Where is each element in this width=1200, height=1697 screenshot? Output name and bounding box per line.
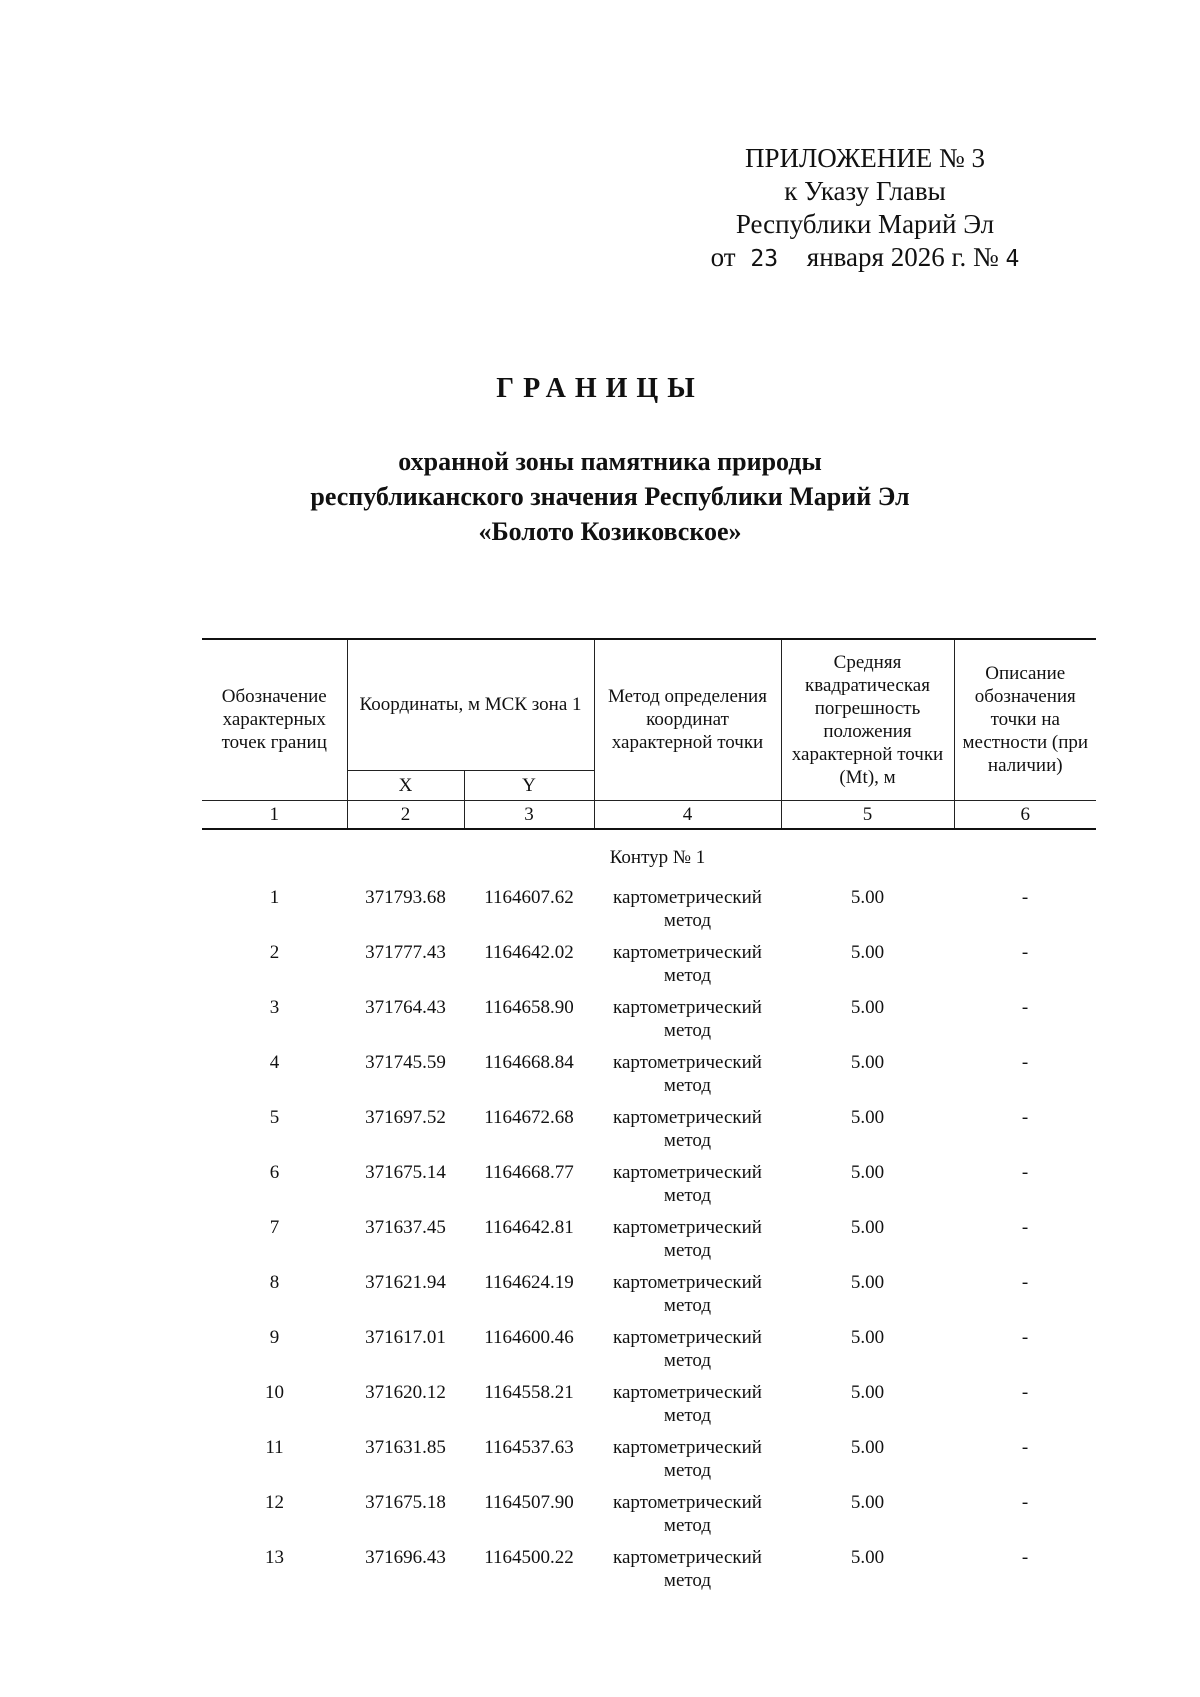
subtitle-line: республиканского значения Республики Марий Эл [310,482,910,511]
coord-x: 371697.52 [365,1107,446,1128]
point-number: 2 [269,942,280,963]
coord-x: 371675.14 [365,1162,446,1183]
point-number: 7 [269,1217,280,1238]
point-number: 10 [265,1382,284,1403]
column-number: 5 [781,800,954,829]
error-cell: 5.00 [850,942,885,963]
coord-x: 371617.01 [365,1327,446,1348]
header-coordinates: Координаты, м МСК зона 1 [347,639,594,770]
table-row [202,1436,1096,1491]
coord-x: 371620.12 [365,1382,446,1403]
subtitle-line: охранной зоны памятника природы [398,447,822,476]
column-number: 4 [594,800,781,829]
table-row [202,1491,1096,1546]
coord-x: 371621.94 [365,1272,446,1293]
coord-x: 371637.45 [365,1217,446,1238]
coord-y: 1164668.84 [484,1052,574,1073]
method-cell: картометрический метод [613,887,762,931]
coord-x: 371745.59 [365,1052,446,1073]
coord-x: 371764.43 [365,997,446,1018]
header-error: Средняя квадратическая погрешность положения характерной точки (Mt), м [781,639,954,800]
table-row [202,996,1096,1051]
method-cell: картометрический метод [613,1217,762,1261]
coord-x: 371793.68 [365,887,446,908]
table-row [202,1381,1096,1436]
method-cell: картометрический метод [613,1327,762,1371]
point-number: 13 [265,1547,284,1568]
coord-y: 1164668.77 [484,1162,574,1183]
description-cell: - [1021,1437,1029,1458]
column-number: 2 [347,800,464,829]
description-cell: - [1021,1492,1029,1513]
method-cell: картометрический метод [613,997,762,1041]
page-title: ГРАНИЦЫ [496,373,704,404]
subtitle [300,444,920,549]
column-number: 6 [954,800,1096,829]
method-cell: картометрический метод [613,1437,762,1481]
table-row [202,941,1096,996]
coord-y: 1164558.21 [484,1382,574,1403]
point-number: 4 [269,1052,280,1073]
point-number: 11 [265,1437,284,1458]
table-body [202,886,1096,1601]
date-prefix: от [710,242,736,272]
method-cell: картометрический метод [613,1547,762,1591]
method-cell: картометрический метод [613,1272,762,1316]
description-cell: - [1021,1217,1029,1238]
coord-y: 1164600.46 [484,1327,574,1348]
annex-header [700,142,1030,276]
coord-x: 371631.85 [365,1437,446,1458]
column-number: 3 [464,800,594,829]
coord-y: 1164500.22 [484,1547,574,1568]
header-description: Описание обозначения точки на местности (при наличии) [954,639,1096,800]
description-cell: - [1021,1547,1029,1568]
error-cell: 5.00 [850,1492,885,1513]
table-row [202,1106,1096,1161]
coord-y: 1164642.81 [484,1217,574,1238]
description-cell: - [1021,942,1029,963]
column-number: 1 [202,800,347,829]
contour-label: Контур № 1 [609,847,706,868]
date-day: 23 [750,246,779,272]
error-cell: 5.00 [850,1107,885,1128]
annex-authority: Республики Марий Эл [735,209,995,239]
coord-y: 1164658.90 [484,997,574,1018]
description-cell: - [1021,1272,1029,1293]
header-designation: Обозначение характерных точек границ [202,639,347,800]
description-cell: - [1021,1382,1029,1403]
coord-y: 1164507.90 [484,1492,574,1513]
table-row [202,1271,1096,1326]
header-x: X [347,770,464,800]
error-cell: 5.00 [850,1547,885,1568]
error-cell: 5.00 [850,1272,885,1293]
error-cell: 5.00 [850,1052,885,1073]
method-cell: картометрический метод [613,1052,762,1096]
point-number: 5 [269,1107,280,1128]
annex-ref: к Указу Главы [784,176,946,206]
method-cell: картометрический метод [613,1107,762,1151]
error-cell: 5.00 [850,997,885,1018]
boundary-table-header [202,638,1096,830]
table-row [202,1546,1096,1601]
point-number: 1 [269,887,280,908]
error-cell: 5.00 [850,1382,885,1403]
coord-y: 1164624.19 [484,1272,574,1293]
method-cell: картометрический метод [613,942,762,986]
annex-date [700,241,1030,276]
table-row [202,1326,1096,1381]
point-number: 3 [269,997,280,1018]
date-rest: января 2026 г. № [806,242,999,272]
error-cell: 5.00 [850,1437,885,1458]
coord-x: 371696.43 [365,1547,446,1568]
header-method: Метод определения координат характерной точки [594,639,781,800]
description-cell: - [1021,1107,1029,1128]
description-cell: - [1021,997,1029,1018]
table-row [202,1161,1096,1216]
method-cell: картометрический метод [613,1492,762,1536]
coord-x: 371675.18 [365,1492,446,1513]
error-cell: 5.00 [850,887,885,908]
table-row [202,1051,1096,1106]
description-cell: - [1021,1327,1029,1348]
error-cell: 5.00 [850,1217,885,1238]
point-number: 9 [269,1327,280,1348]
annex-number: ПРИЛОЖЕНИЕ № 3 [744,143,986,173]
description-cell: - [1021,887,1029,908]
coord-y: 1164642.02 [484,942,574,963]
description-cell: - [1021,1162,1029,1183]
error-cell: 5.00 [850,1327,885,1348]
subtitle-line: «Болото Козиковское» [478,517,742,546]
description-cell: - [1021,1052,1029,1073]
method-cell: картометрический метод [613,1382,762,1426]
coord-y: 1164607.62 [484,887,574,908]
coord-x: 371777.43 [365,942,446,963]
method-cell: картометрический метод [613,1162,762,1206]
coord-y: 1164672.68 [484,1107,574,1128]
point-number: 8 [269,1272,280,1293]
error-cell: 5.00 [850,1162,885,1183]
table-row [202,1216,1096,1271]
coord-y: 1164537.63 [484,1437,574,1458]
point-number: 6 [269,1162,280,1183]
point-number: 12 [265,1492,284,1513]
table-row [202,886,1096,941]
doc-number: 4 [1005,246,1020,272]
header-y: Y [464,770,594,800]
